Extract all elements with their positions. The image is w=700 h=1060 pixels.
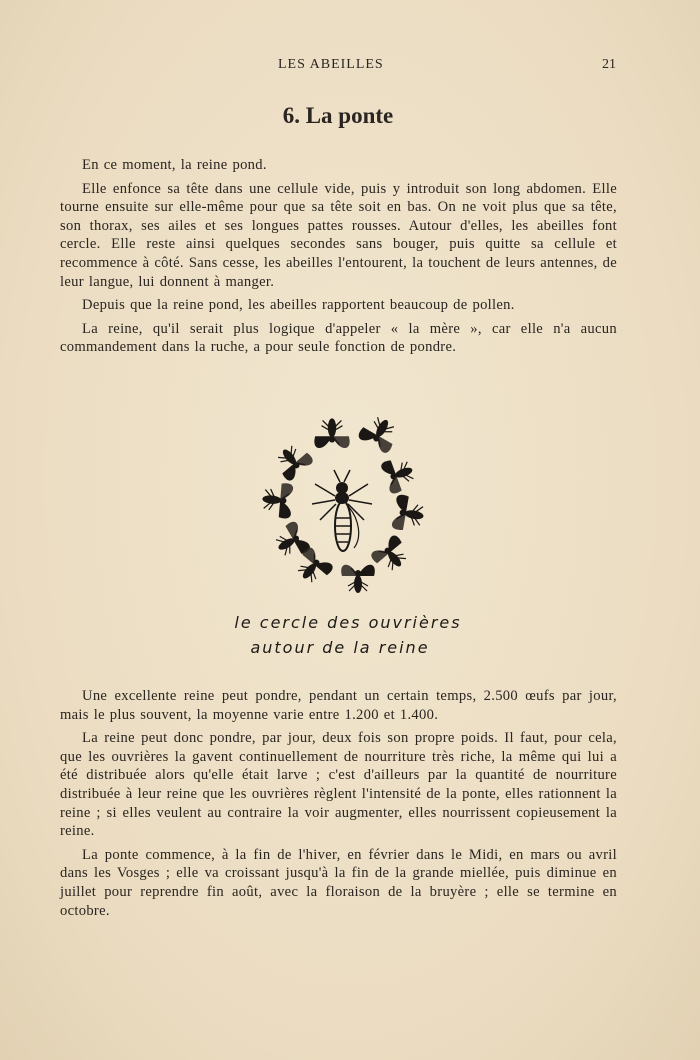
worker-bee-icon [261, 481, 294, 519]
running-header [0, 57, 700, 77]
worker-bee-icon [369, 534, 413, 577]
paragraph: La reine, qu'il serait plus logique d'appeler « la mère », car elle n'a aucun commandement dans la ruche, a pour seule fonction de pondre. [60, 320, 617, 356]
text-block-bottom [60, 687, 617, 925]
paragraph: Depuis que la reine pond, les abeilles rapportent beaucoup de pollen. [82, 297, 515, 314]
bee-circle-illustration [250, 408, 440, 608]
paragraph: En ce moment, la reine pond. [82, 157, 267, 173]
chapter-title: 6. La ponte [282, 103, 394, 128]
paragraph: Une excellente reine peut pondre, pendant un certain temps, 2.500 œufs par jour, mais le plus souvent, la moyenne varie entre 1.200 et 1.400. [60, 688, 617, 723]
worker-bee-icon [271, 439, 315, 482]
running-title: LES ABEILLES [278, 57, 384, 72]
illustration-caption-line-2: autour de la reine [250, 638, 430, 657]
worker-bee-icon [380, 454, 418, 495]
worker-bee-icon [357, 411, 402, 454]
queen-bee-icon [312, 470, 372, 551]
worker-bee-icon [341, 565, 375, 593]
illustration-caption-line-1: le cercle des ouvrières [234, 613, 462, 632]
paragraph: Elle enfonce sa tête dans une cellule vide, puis y introduit son long abdomen. Elle tourne ensuite sur elle-même pour que sa tête soit en bas. On ne voit plus que sa tête, son thorax, ses ailes et ses longues pattes rousses. Autour d'elles, les abeilles font cercle. Elle reste ainsi quelques secondes sans bouger, puis quitte sa cellule et recommence à côté. Sans cesse, les abeilles l'entourent, la touchent de leurs antennes, de leur langue, lui donnent à manger. [60, 180, 617, 290]
page-number: 21 [602, 57, 616, 72]
paragraph: La reine peut donc pondre, par jour, deux fois son propre poids. Il faut, pour cela, que les ouvrières la gavent continuellement de nourriture très riche, la même qui lui a été distribuée alors qu'elle était larve ; c'est d'ailleurs par la quantité de nourriture distribuée à leur reine que les ouvrières règlent l'intensité de la ponte, elles rationnent la reine ; si elles veulent au contraire la voir augmenter, elles nourrissent copieusement la reine. [60, 730, 617, 840]
text-block-top [60, 156, 617, 362]
worker-bee-icon [291, 546, 335, 589]
paragraph: La ponte commence, à la fin de l'hiver, en février dans le Midi, en mars ou avril dans les Vosges ; elle va croissant jusqu'à la fin de la grande miellée, puis diminue en juillet pour reprendre fin août, avec la floraison de la bruyère ; elle se termine en octobre. [60, 846, 617, 919]
worker-bee-icon [314, 418, 349, 448]
worker-bee-icon [391, 494, 426, 534]
